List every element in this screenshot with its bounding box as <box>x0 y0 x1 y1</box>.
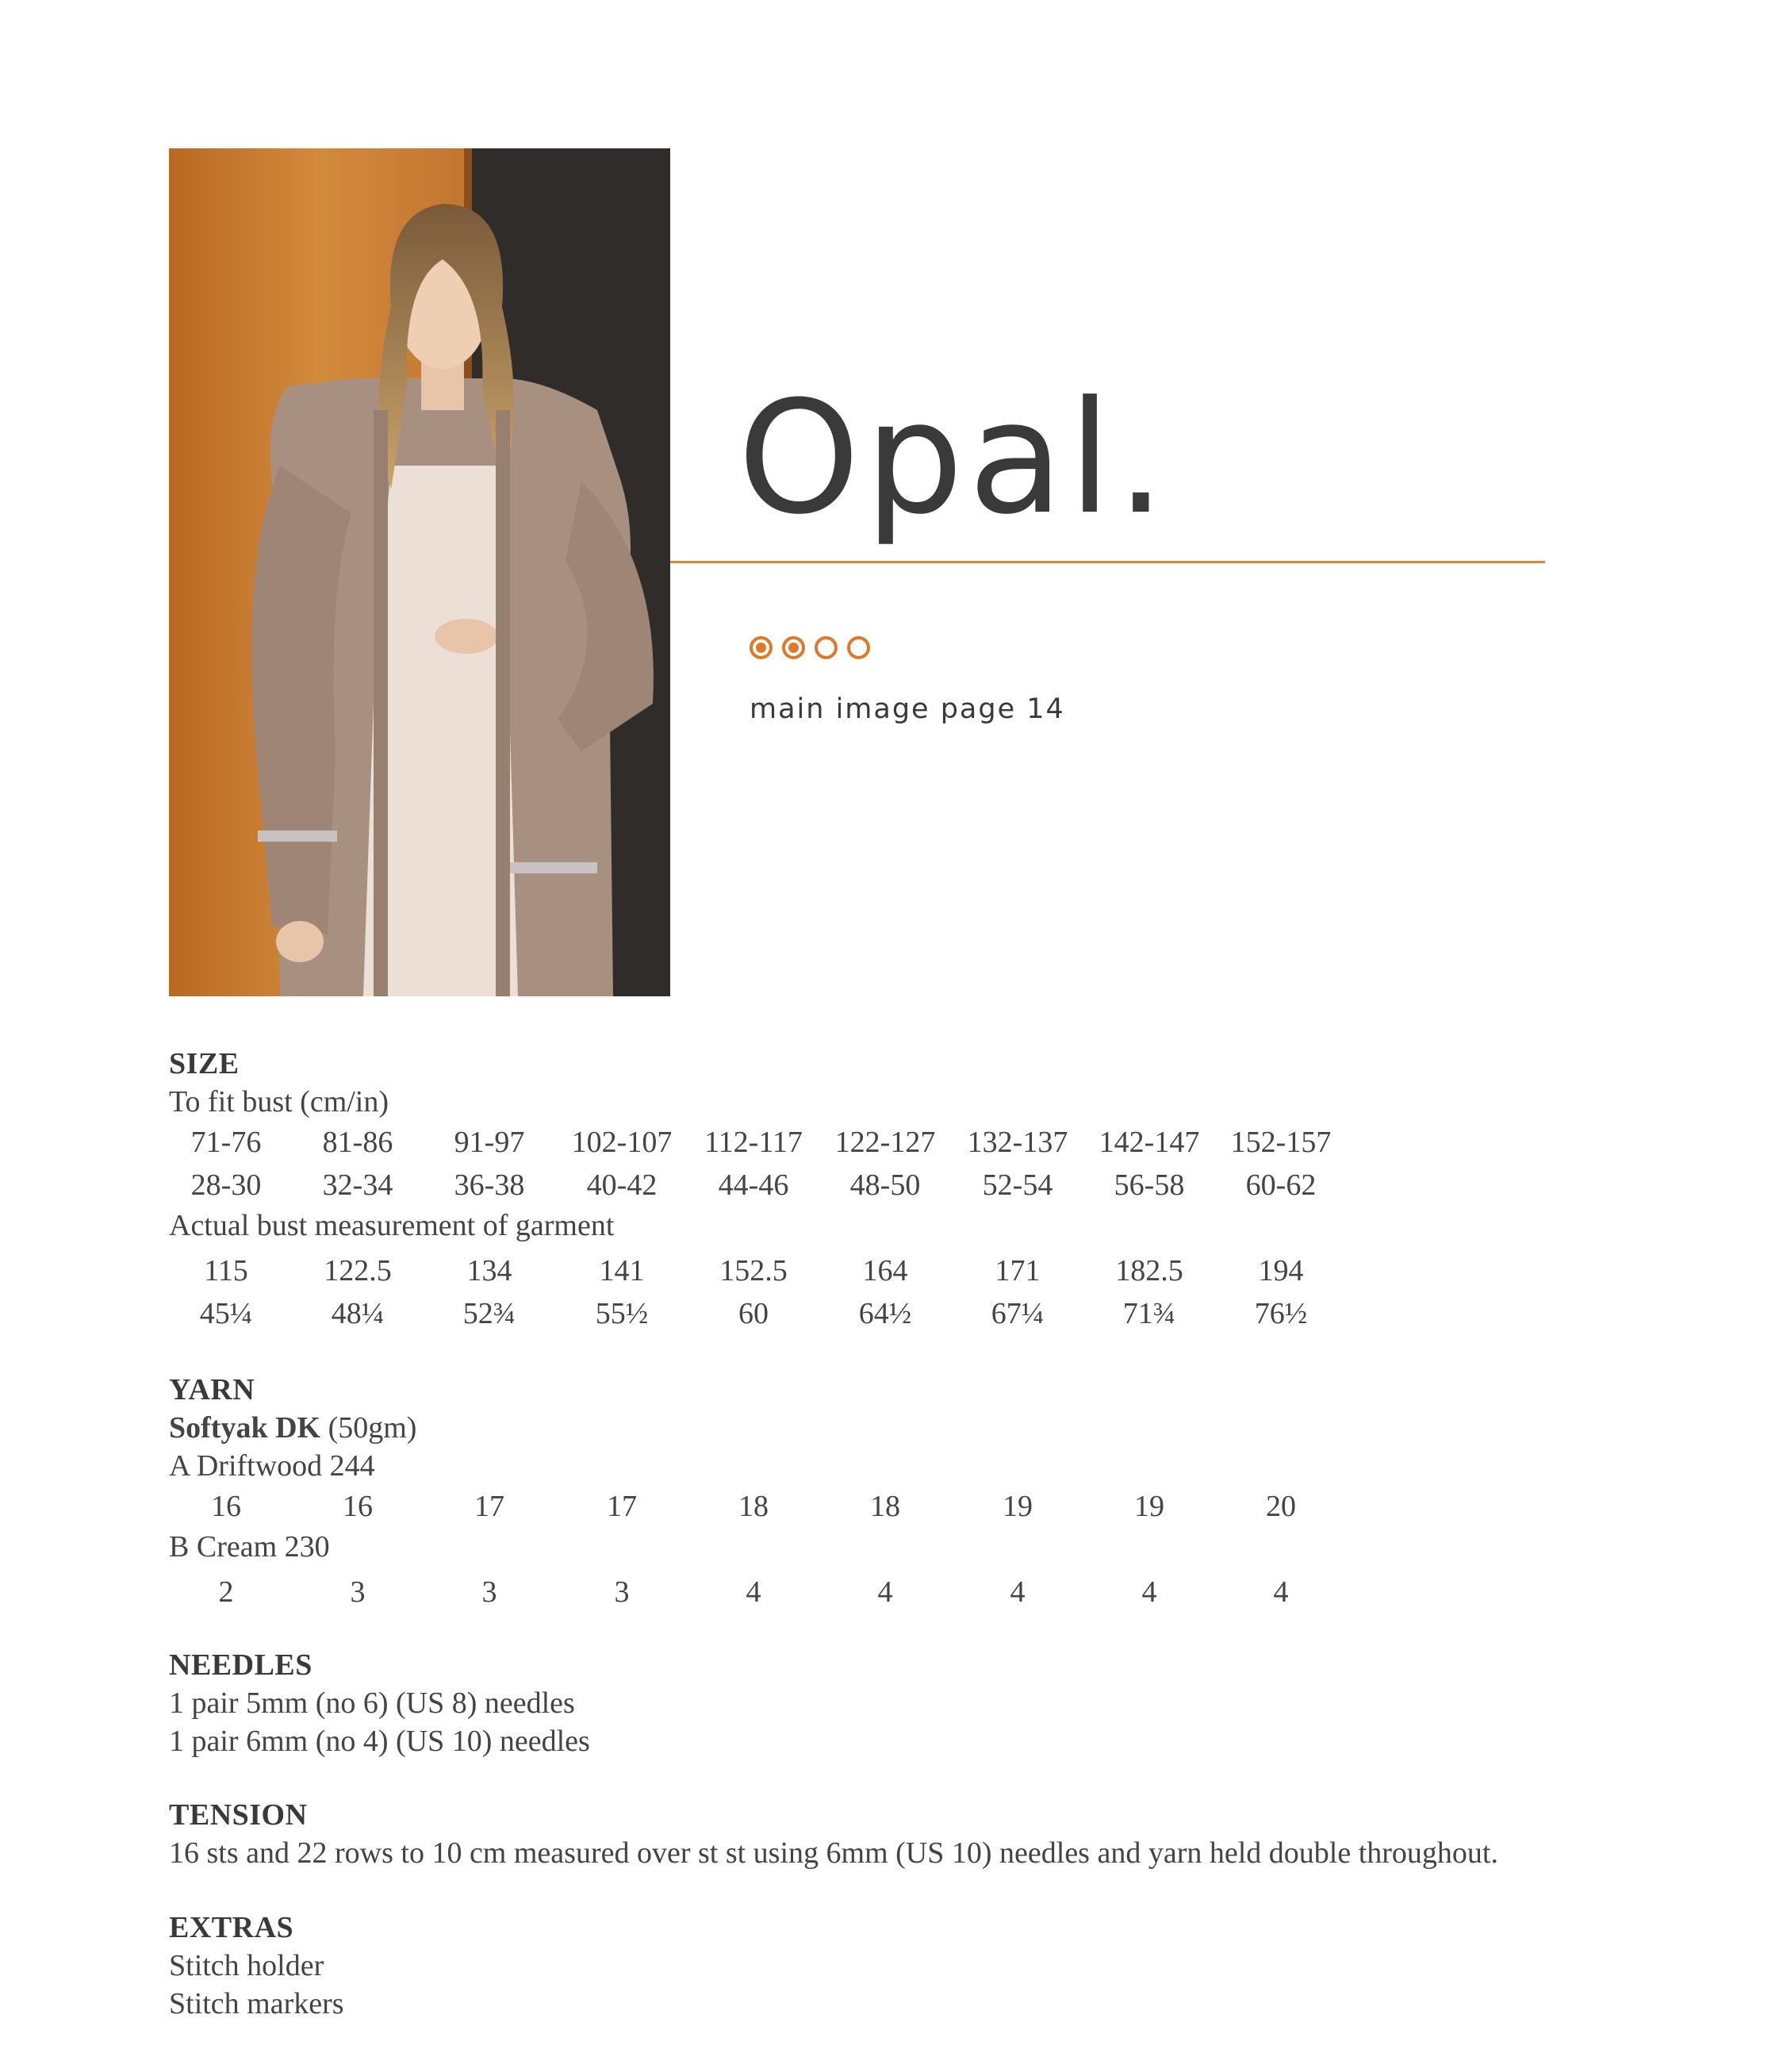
model-in-cardigan-image <box>169 148 670 996</box>
extras-section <box>169 1909 344 2023</box>
size-cell: 64½ <box>858 1297 912 1330</box>
yarn-cell: 17 <box>474 1490 504 1523</box>
yarn-name-line <box>169 1409 416 1447</box>
tension-heading: TENSION <box>169 1798 308 1832</box>
actual-bust-label: Actual bust measurement of garment <box>169 1209 615 1242</box>
pattern-title: Opal. <box>738 368 1171 549</box>
yarn-cell: 16 <box>211 1490 241 1523</box>
yarn-weight: (50gm) <box>320 1411 417 1445</box>
yarn-cell: 20 <box>1266 1490 1296 1523</box>
size-cell: 164 <box>862 1254 908 1287</box>
size-cell: 182.5 <box>1115 1254 1183 1287</box>
rating-dot-empty <box>815 636 838 659</box>
size-cell: 28-30 <box>190 1168 262 1202</box>
yarn-a-label: A Driftwood 244 <box>169 1449 375 1483</box>
size-cell: 115 <box>204 1254 248 1287</box>
yarn-b-label: B Cream 230 <box>169 1530 330 1564</box>
yarn-cell: 19 <box>1134 1490 1164 1523</box>
yarn-cell: 3 <box>481 1575 497 1609</box>
size-cell: 142-147 <box>1099 1126 1200 1159</box>
difficulty-rating <box>750 636 870 659</box>
title-rule <box>670 561 1545 563</box>
size-cell: 132-137 <box>967 1126 1068 1159</box>
main-photo <box>169 148 670 996</box>
yarn-cell: 18 <box>738 1490 769 1523</box>
yarn-a-row <box>169 1485 1296 1528</box>
yarn-cell: 4 <box>877 1575 893 1609</box>
yarn-section <box>169 1371 1296 1613</box>
actual-in-row <box>169 1292 1308 1335</box>
size-cell: 32-34 <box>322 1168 393 1202</box>
size-cell: 36-38 <box>454 1168 525 1202</box>
yarn-cell: 18 <box>870 1490 900 1523</box>
size-cell: 71¾ <box>1122 1297 1176 1330</box>
actual-cm-row <box>169 1249 1304 1292</box>
size-cell: 122.5 <box>324 1254 392 1287</box>
size-cell: 56-58 <box>1114 1168 1185 1202</box>
tension-text: 16 sts and 22 rows to 10 cm measured over st st using 6mm (US 10) needles and yarn held double throughout. <box>169 1836 1498 1870</box>
size-cell: 112-117 <box>704 1126 803 1159</box>
yarn-cell: 3 <box>350 1575 366 1609</box>
bust-label: To fit bust (cm/in) <box>169 1085 389 1118</box>
yarn-cell: 4 <box>1273 1575 1289 1609</box>
size-cell: 134 <box>466 1254 512 1287</box>
yarn-cell: 16 <box>343 1490 373 1523</box>
size-cell: 76½ <box>1254 1297 1308 1330</box>
needles-line: 1 pair 6mm (no 4) (US 10) needles <box>169 1725 590 1758</box>
size-cell: 141 <box>599 1254 645 1287</box>
size-cell: 55½ <box>595 1297 649 1330</box>
size-cell: 71-76 <box>190 1126 262 1159</box>
image-caption: main image page 14 <box>750 693 1065 725</box>
size-cell: 152.5 <box>719 1254 788 1287</box>
rating-dot-empty <box>847 636 870 659</box>
yarn-cell: 17 <box>607 1490 637 1523</box>
needles-line: 1 pair 5mm (no 6) (US 8) needles <box>169 1686 575 1720</box>
size-cell: 81-86 <box>322 1126 393 1159</box>
size-cell: 48¼ <box>331 1297 385 1330</box>
size-heading: SIZE <box>169 1047 240 1080</box>
bust-cm-row <box>169 1121 1332 1164</box>
extras-item: Stitch markers <box>169 1987 344 2020</box>
extras-heading: EXTRAS <box>169 1911 294 1944</box>
yarn-b-row <box>169 1571 1289 1613</box>
size-cell: 91-97 <box>454 1126 525 1159</box>
needles-section <box>169 1646 590 1760</box>
size-cell: 48-50 <box>849 1168 921 1202</box>
bust-in-row <box>169 1164 1317 1207</box>
size-cell: 102-107 <box>571 1126 673 1159</box>
size-cell: 152-157 <box>1230 1126 1332 1159</box>
yarn-cell: 19 <box>1003 1490 1033 1523</box>
yarn-cell: 4 <box>746 1575 761 1609</box>
size-cell: 122-127 <box>834 1126 936 1159</box>
size-section <box>169 1045 1332 1335</box>
rating-dot-filled <box>750 636 773 659</box>
size-cell: 45¼ <box>199 1297 253 1330</box>
size-cell: 60-62 <box>1245 1168 1317 1202</box>
size-cell: 194 <box>1258 1254 1304 1287</box>
extras-item: Stitch holder <box>169 1949 324 1982</box>
size-cell: 67¼ <box>991 1297 1045 1330</box>
tension-section <box>169 1796 1498 1872</box>
yarn-cell: 3 <box>614 1575 630 1609</box>
size-cell: 52¾ <box>462 1297 516 1330</box>
size-cell: 52-54 <box>982 1168 1053 1202</box>
needles-heading: NEEDLES <box>169 1648 313 1682</box>
yarn-cell: 4 <box>1010 1575 1026 1609</box>
yarn-name: Softyak DK <box>169 1411 321 1445</box>
rating-dot-filled <box>782 636 805 659</box>
size-cell: 44-46 <box>718 1168 789 1202</box>
size-cell: 60 <box>738 1297 769 1330</box>
size-cell: 40-42 <box>586 1168 658 1202</box>
yarn-cell: 2 <box>218 1575 234 1609</box>
size-cell: 171 <box>995 1254 1041 1287</box>
yarn-heading: YARN <box>169 1373 255 1406</box>
yarn-cell: 4 <box>1141 1575 1157 1609</box>
